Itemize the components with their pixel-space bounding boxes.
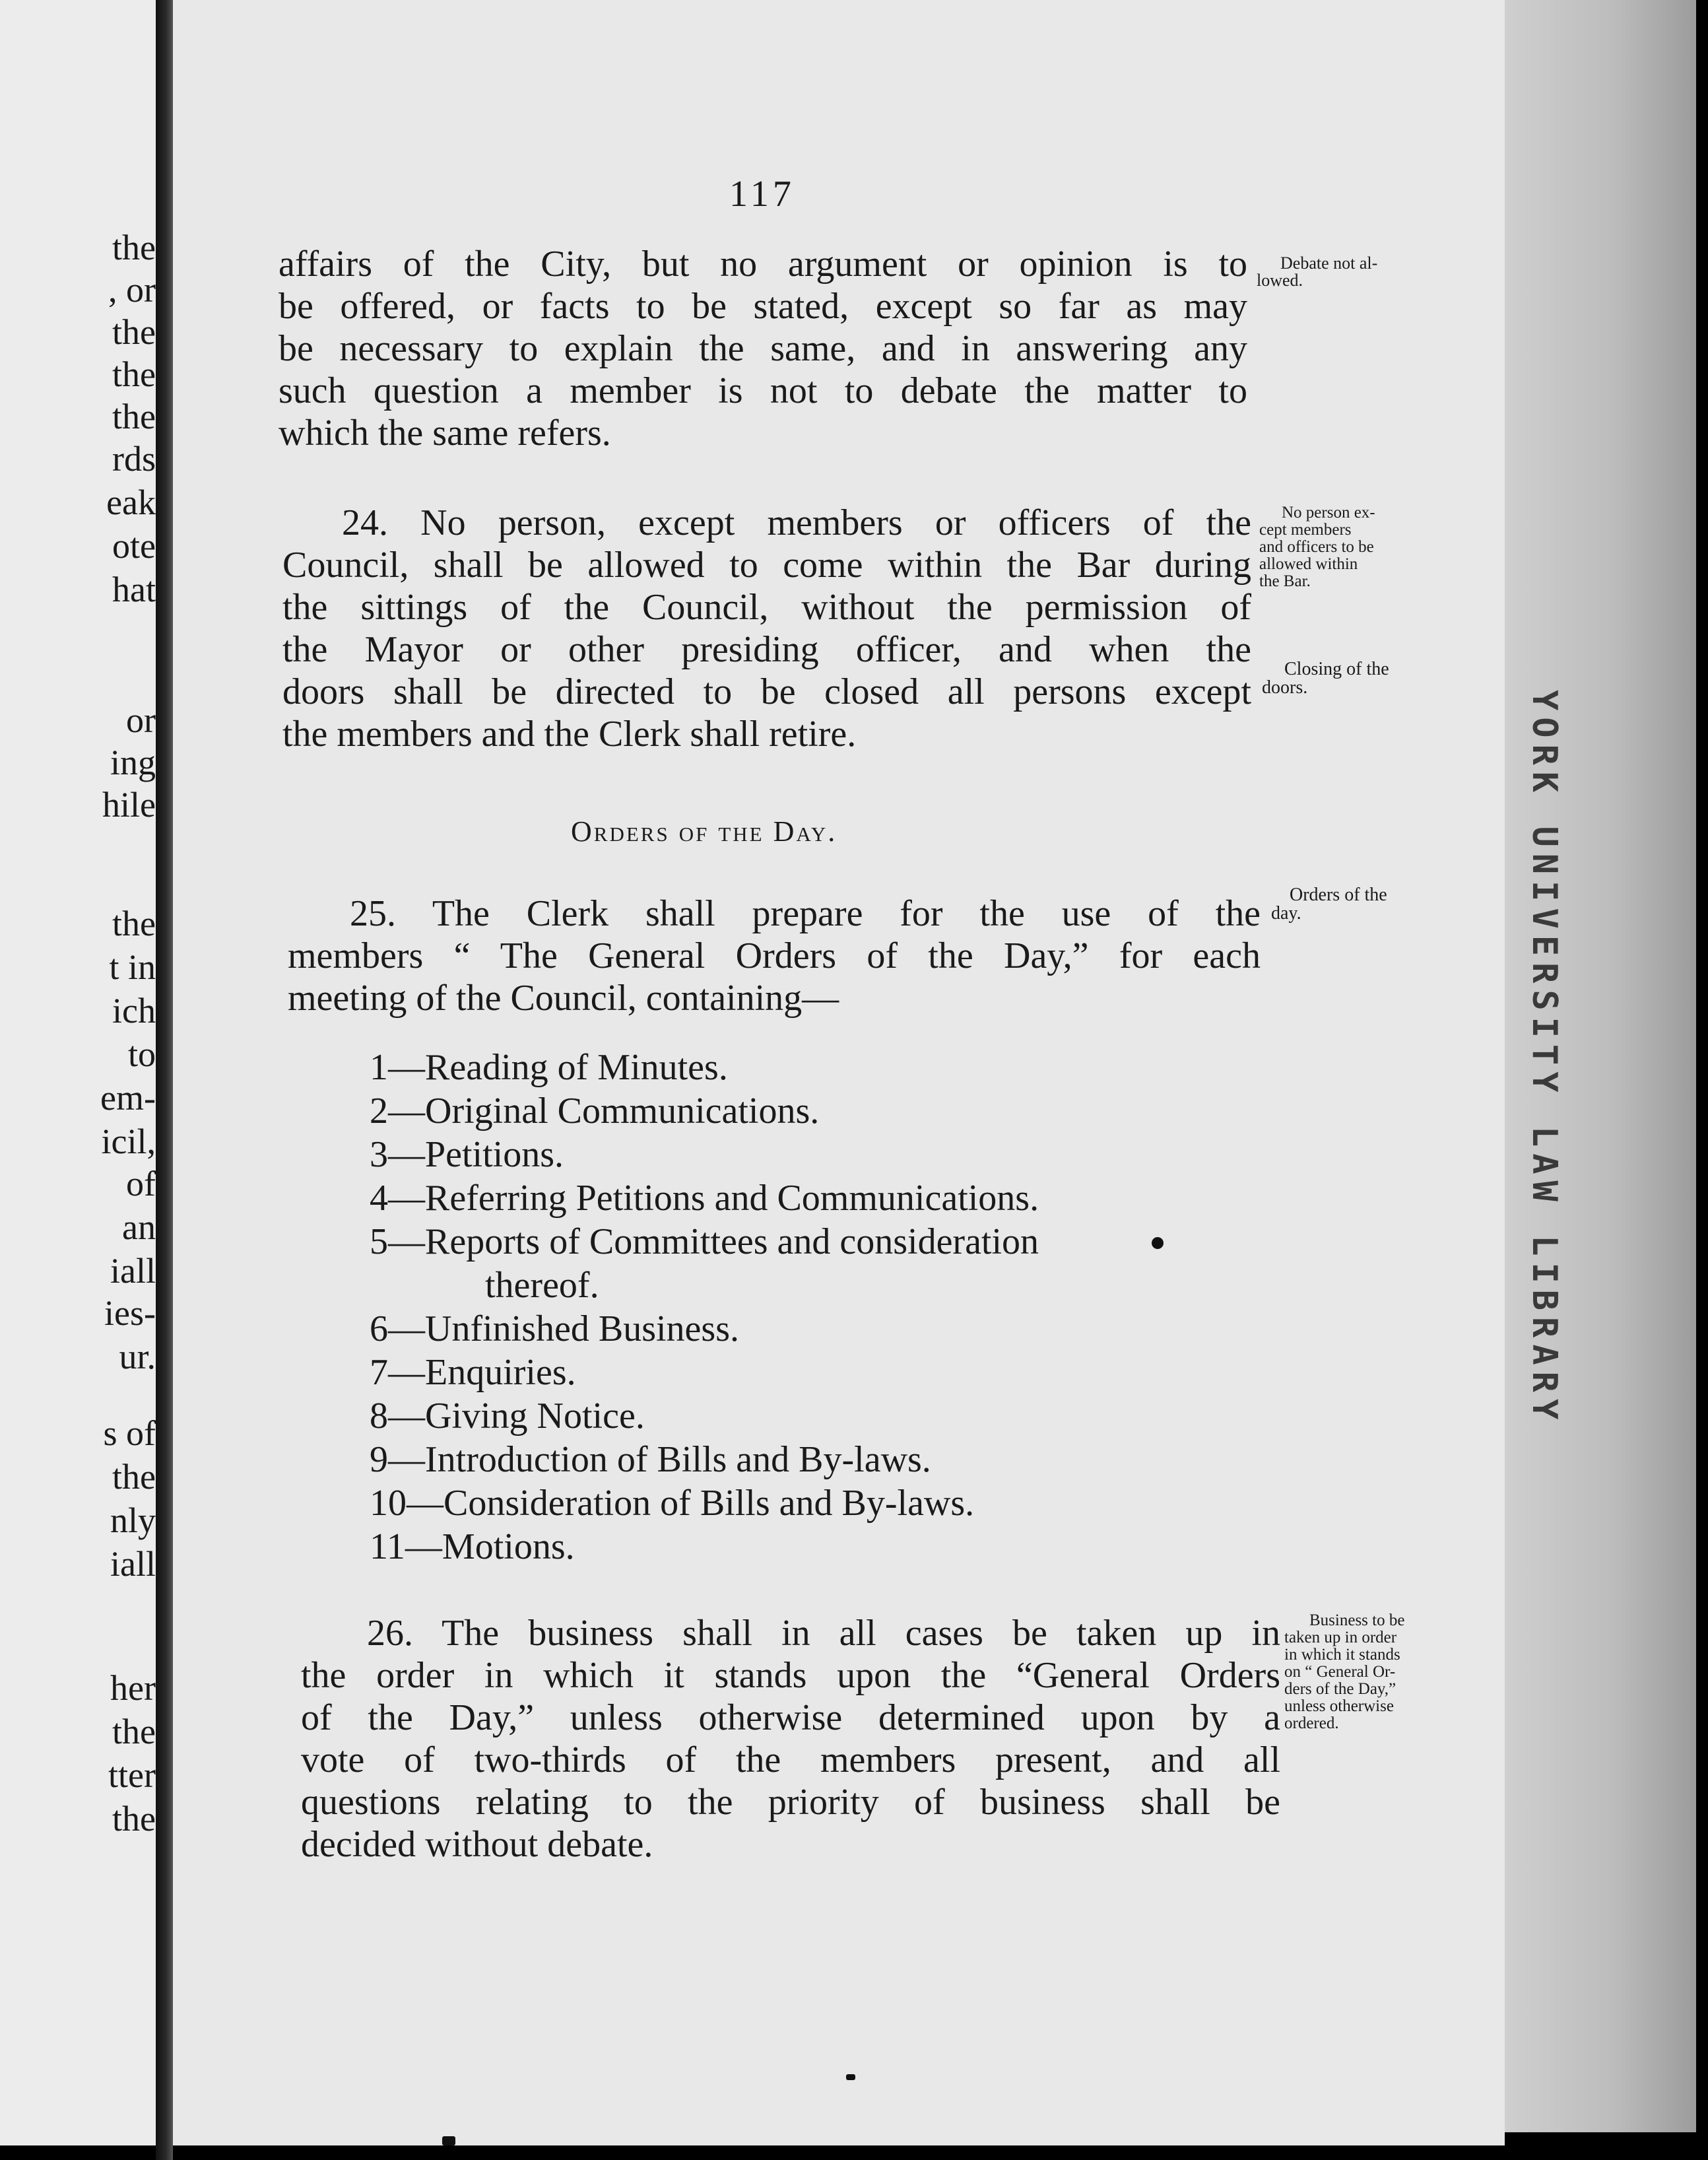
paragraph-23 [279,243,1247,454]
left-fragment: s of [103,1413,156,1453]
text-line: 25. The Clerk shall prepare for the use of the [350,893,1261,934]
text-line: be offered, or facts to be stated, except so far as may [279,286,1247,327]
list-item: 1—Reading of Minutes. [370,1047,728,1088]
left-fragment: the [112,1712,156,1751]
left-fragment: ote [112,526,156,566]
left-fragment: ies- [104,1293,156,1333]
margin-note-closing [1262,660,1389,697]
ink-speck [1152,1237,1164,1249]
margin-note-line: unless otherwise [1284,1697,1394,1715]
left-fragment: to [127,1034,156,1074]
left-fragment: the [112,354,156,394]
margin-note-line: taken up in order [1284,1629,1397,1646]
left-fragment: an [122,1207,156,1247]
margin-note-business [1284,1612,1404,1732]
text-line: the members and the Clerk shall retire. [282,714,857,755]
left-fragment: nly [110,1501,156,1540]
text-line: meeting of the Council, containing— [288,978,839,1019]
list-item: 4—Referring Petitions and Communications. [370,1178,1039,1219]
paragraph-24 [282,502,1251,755]
list-item: 10—Consideration of Bills and By-laws. [370,1483,975,1524]
left-fragment: the [112,228,156,267]
book-gutter [156,0,173,2160]
margin-note-line: in which it stands [1284,1646,1400,1664]
text-line: affairs of the City, but no argument or opinion is to [279,244,1247,285]
list-item: 6—Unfinished Business. [370,1308,739,1349]
paragraph-25 [288,893,1261,1019]
left-fragment: iall [110,1251,156,1291]
list-item: 5—Reports of Committees and consideration [370,1221,1039,1262]
margin-note-line: ders of the Day,” [1284,1680,1396,1698]
left-fragment: t in [109,947,156,987]
margin-note-debate [1257,255,1377,289]
left-fragment: rds [112,439,156,479]
margin-note-line: allowed within [1259,555,1358,573]
left-fragment: em- [100,1078,156,1118]
library-stamp: YORK UNIVERSITY LAW LIBRARY [1525,690,1564,1427]
text-line: 26. The business shall in all cases be taken up in [367,1613,1280,1654]
list-item: 8—Giving Notice. [370,1396,645,1436]
left-fragment: or [126,700,156,740]
text-line: questions relating to the priority of business shall be [301,1782,1280,1823]
text-line: the sittings of the Council, without the permission of [282,587,1251,628]
text-line: the order in which it stands upon the “General Orders [301,1655,1280,1696]
left-fragment: ing [110,743,156,782]
margin-note-line: the Bar. [1259,572,1311,590]
left-fragment: ur. [119,1337,156,1376]
margin-note-line: Business to be [1309,1611,1405,1629]
left-fragment: the [112,1457,156,1497]
ink-speck [442,2136,455,2145]
list-item: 3—Petitions. [370,1134,564,1175]
list-item: 9—Introduction of Bills and By-laws. [370,1439,931,1480]
ink-speck [846,2074,855,2080]
text-line: such question a member is not to debate the matter to [279,370,1247,411]
text-line: decided without debate. [301,1824,653,1865]
margin-note-line: ordered. [1284,1714,1339,1732]
margin-note-orders [1271,886,1387,923]
margin-note-line: on “ General Or- [1284,1663,1396,1681]
text-line: which the same refers. [279,413,611,454]
text-line: members “ The General Orders of the Day,” for each [288,935,1261,976]
left-fragment: the [112,312,156,352]
list-item: 7—Enquiries. [370,1352,576,1393]
margin-note-line: doors. [1262,677,1308,698]
text-line: Council, shall be allowed to come within the Bar during [282,545,1251,586]
left-fragment: hile [102,785,156,825]
margin-note-line: cept members [1259,521,1352,539]
margin-note-line: No person ex- [1282,504,1375,522]
margin-note-line: Debate not al- [1280,253,1378,273]
margin-note-line: and officers to be [1259,538,1374,556]
margin-note-no-person [1259,504,1375,590]
text-line: of the Day,” unless otherwise determined upon by a [301,1697,1280,1738]
list-item: 2—Original Communications. [370,1091,820,1131]
paragraph-26 [301,1612,1280,1866]
left-facing-page [0,0,156,2145]
left-fragment: iall [110,1544,156,1584]
text-line: be necessary to explain the same, and in answering any [279,328,1247,369]
list-item: thereof. [485,1265,599,1306]
text-line: vote of two-thirds of the members present, and all [301,1739,1280,1780]
margin-note-line: day. [1271,903,1301,924]
left-fragment: the [112,1799,156,1839]
left-fragment: tter [108,1755,156,1795]
text-line: doors shall be directed to be closed all persons except [282,671,1251,712]
list-item: 11—Motions. [370,1526,575,1567]
margin-note-line: Orders of the [1290,885,1387,905]
left-fragment: icil, [101,1122,156,1161]
left-fragment: , or [108,270,156,310]
text-line: the Mayor or other presiding officer, and when the [282,629,1251,670]
left-fragment: ich [112,991,156,1030]
left-fragment: her [110,1668,156,1708]
margin-note-line: lowed. [1257,271,1303,290]
left-fragment: the [112,397,156,436]
text-line: 24. No person, except members or officers of the [342,502,1251,543]
margin-note-line: Closing of the [1284,659,1389,679]
left-fragment: of [126,1164,156,1203]
section-heading: Orders of the Day. [571,815,838,848]
left-fragment: eak [106,483,156,522]
left-fragment: the [112,904,156,943]
left-fragment: hat [112,570,156,609]
orders-list [370,1046,1039,1569]
page-number: 117 [729,174,795,215]
